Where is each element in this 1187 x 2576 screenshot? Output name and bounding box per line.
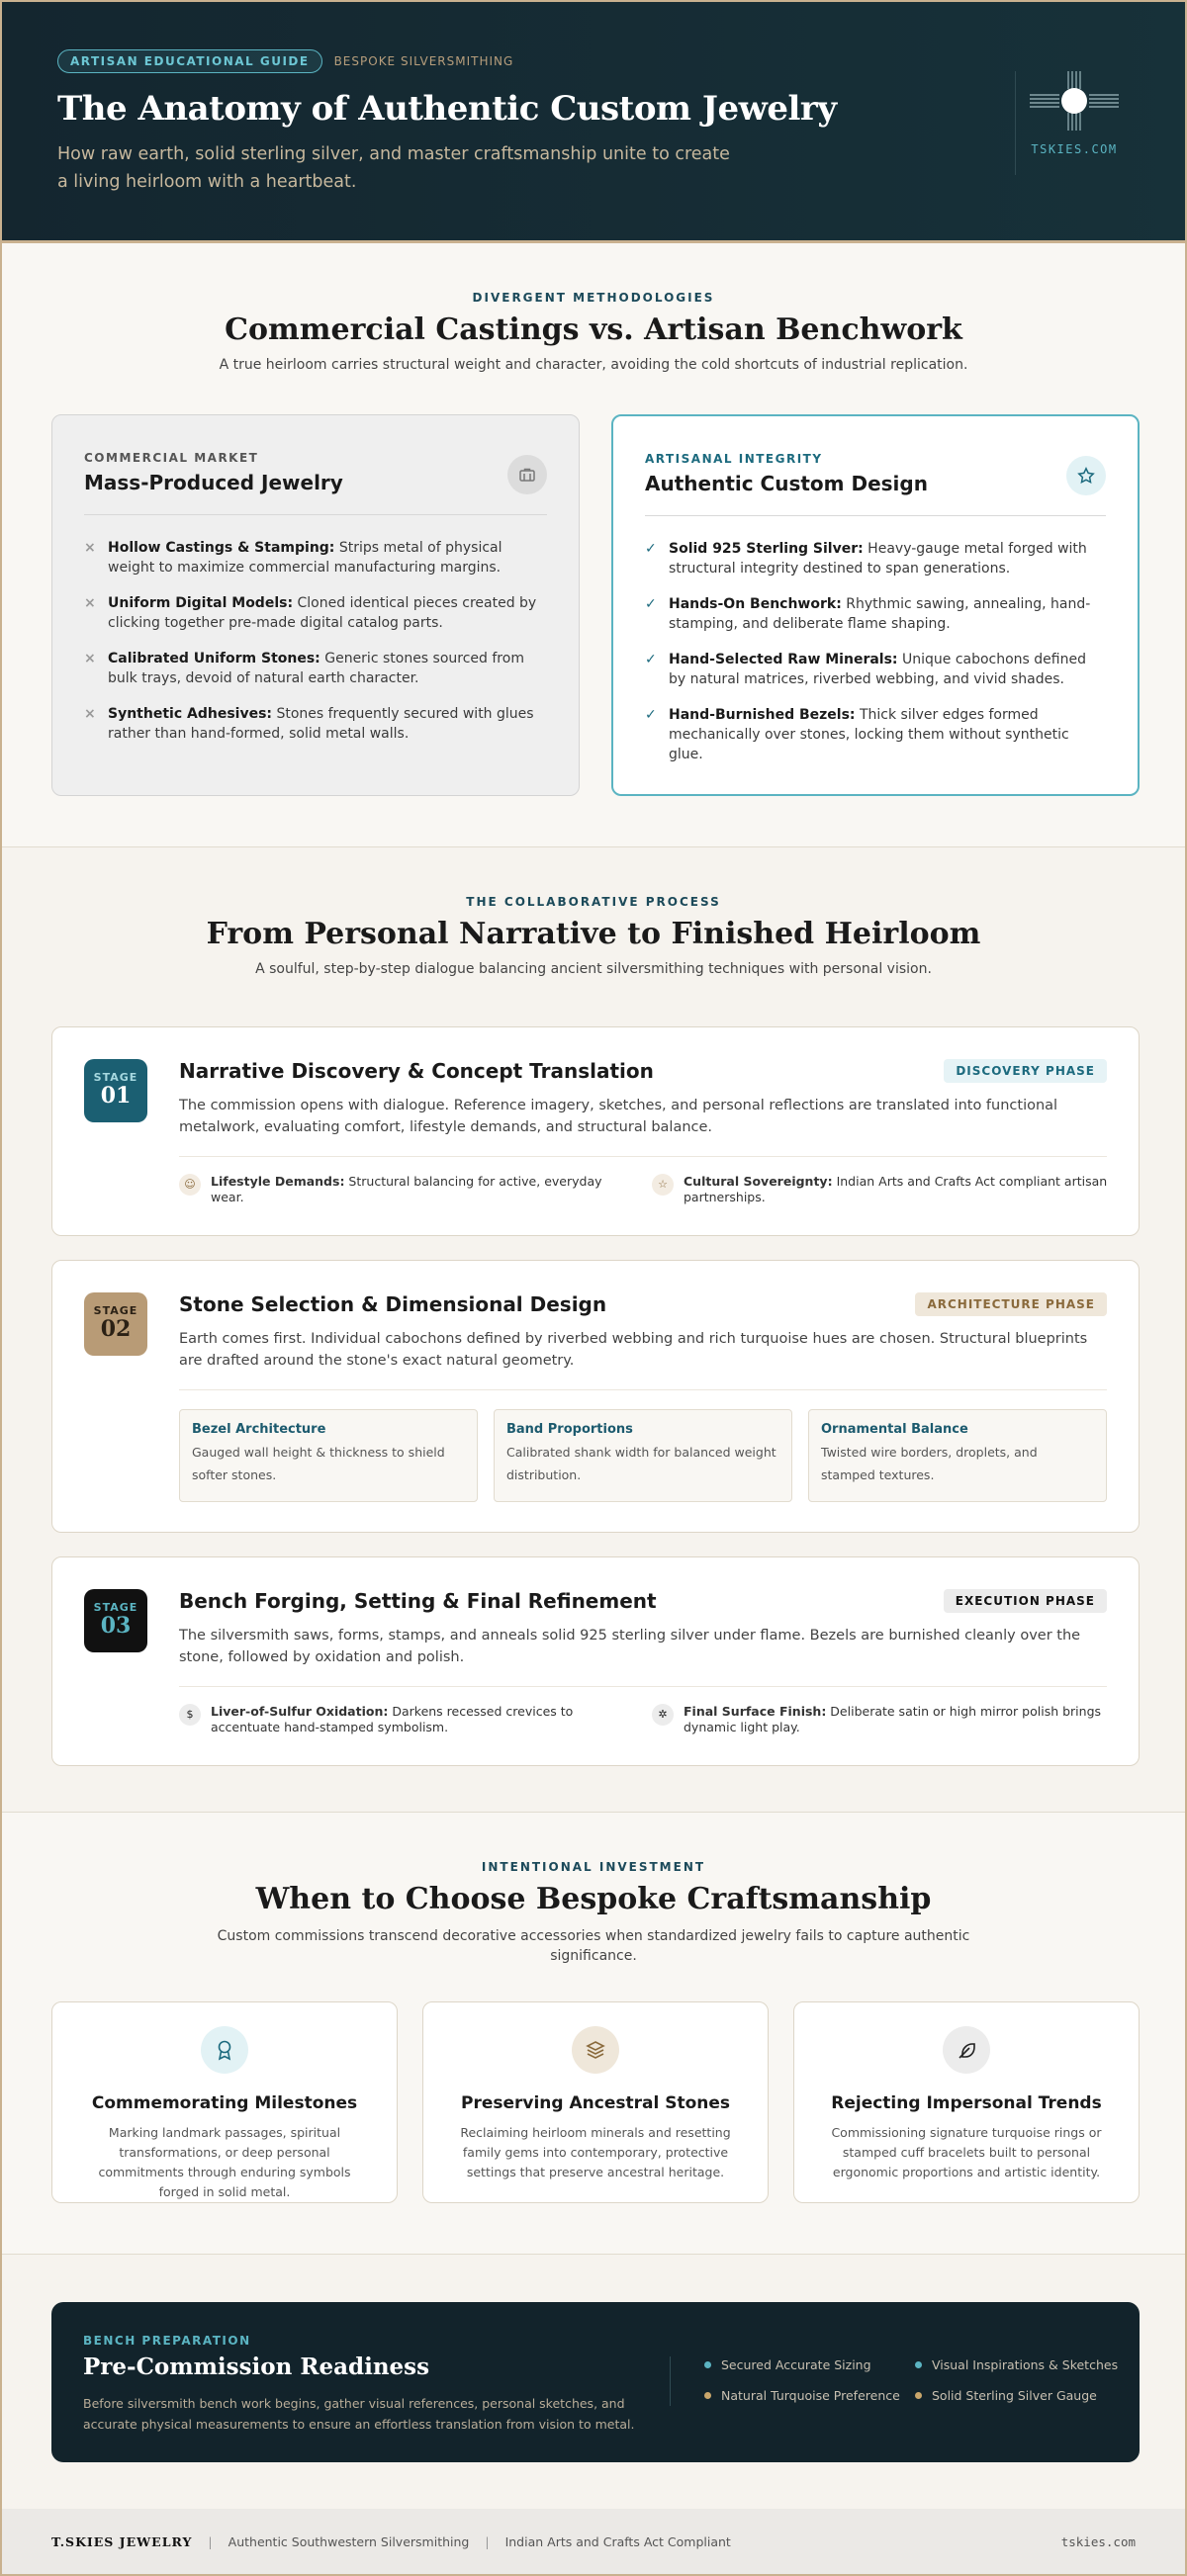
stage-label: STAGE bbox=[93, 1071, 138, 1084]
occasion-title: Preserving Ancestral Stones bbox=[460, 2093, 731, 2113]
x-mark-icon: × bbox=[84, 540, 96, 556]
item-text: Thick silver edges formed mechanically over stones, locking them without synthetic glue. bbox=[669, 707, 1069, 762]
stage-divider bbox=[179, 1686, 1107, 1687]
investment-section bbox=[2, 1813, 1185, 2255]
feature-label: Lifestyle Demands: bbox=[211, 1174, 345, 1189]
investment-subtitle: Custom commissions transcend decorative accessories when standardized jewelry fails to capture authentic significance. bbox=[217, 1928, 970, 1964]
process-section bbox=[2, 847, 1185, 1813]
spec-text: Twisted wire borders, droplets, and stamped textures. bbox=[821, 1445, 1038, 1482]
investment-eyebrow: INTENTIONAL INVESTMENT bbox=[481, 1860, 706, 1874]
stage-label: STAGE bbox=[93, 1304, 138, 1317]
dollar-icon: $ bbox=[179, 1704, 201, 1726]
readiness-section bbox=[2, 2255, 1185, 2511]
item-text: Strips metal of physical weight to maximize commercial manufacturing margins. bbox=[108, 540, 502, 576]
item-text: Heavy-gauge metal forged with structural integrity destined to span generations. bbox=[669, 541, 1087, 577]
compare-subtitle: A true heirloom carries structural weight and character, avoiding the cold shortcuts of industrial replication. bbox=[219, 357, 968, 373]
spec-title: Ornamental Balance bbox=[821, 1422, 968, 1437]
commercial-title: Mass-Produced Jewelry bbox=[84, 471, 343, 494]
occasion-text: Reclaiming heirloom minerals and resetting family gems into contemporary, protective settings that preserve ancestral heritage. bbox=[460, 2125, 731, 2179]
footer-item: Indian Arts and Crafts Act Compliant bbox=[504, 2533, 731, 2549]
artisan-list bbox=[645, 539, 1106, 780]
list-item bbox=[645, 650, 1106, 689]
item-label: Hand-Burnished Bezels: bbox=[669, 707, 856, 723]
stage-card-02 bbox=[51, 1260, 1140, 1533]
hero-tags bbox=[57, 49, 868, 73]
item-label: Calibrated Uniform Stones: bbox=[108, 651, 320, 666]
footer bbox=[2, 2509, 1185, 2574]
occasion-card-ancestral bbox=[422, 2001, 769, 2203]
hero-tag: BESPOKE SILVERSMITHING bbox=[333, 54, 514, 68]
readiness-title: Pre-Commission Readiness bbox=[83, 2354, 430, 2380]
spec-title: Bezel Architecture bbox=[192, 1422, 326, 1437]
artisan-kicker: ARTISANAL INTEGRITY bbox=[645, 452, 823, 466]
item-text: Cloned identical pieces created by clicking together pre-made digital catalog parts. bbox=[108, 595, 537, 631]
checklist-item bbox=[915, 2357, 1118, 2372]
item-text: Unique cabochons defined by natural matrices, riverbed webbing, and vivid shades. bbox=[669, 652, 1086, 687]
commercial-list bbox=[84, 538, 547, 759]
footer-item: Authentic Southwestern Silversmithing bbox=[228, 2533, 470, 2549]
item-label: Solid 925 Sterling Silver: bbox=[669, 541, 864, 557]
stage-number: 02 bbox=[100, 1316, 132, 1342]
smile-icon: ☺ bbox=[179, 1174, 201, 1196]
stage-description: The silversmith saws, forms, stamps, and anneals solid 925 sterling silver under flame. Bezels are burnished cleanly over the stone, followed by oxidation and polish. bbox=[179, 1628, 1081, 1665]
sparkle-icon: ✲ bbox=[652, 1704, 674, 1726]
guide-pill: ARTISAN EDUCATIONAL GUIDE bbox=[57, 49, 322, 73]
stage-badge bbox=[84, 1059, 147, 1122]
list-item bbox=[645, 594, 1106, 634]
feather-icon bbox=[943, 2026, 990, 2074]
page-title: The Anatomy of Authentic Custom Jewelry bbox=[57, 89, 837, 129]
x-mark-icon: × bbox=[84, 595, 96, 611]
stage-card-01 bbox=[51, 1026, 1140, 1236]
investment-title: When to Choose Bespoke Craftsmanship bbox=[255, 1882, 932, 1916]
stage-description: Earth comes first. Individual cabochons defined by riverbed webbing and rich turquoise hues are chosen. Structural blueprints are drafted around the stone's exact natural geometry. bbox=[179, 1331, 1088, 1369]
feature-cultural bbox=[652, 1174, 1109, 1205]
list-item bbox=[645, 705, 1106, 764]
stage-badge bbox=[84, 1589, 147, 1652]
checklist-label: Visual Inspirations & Sketches bbox=[932, 2357, 1119, 2372]
stage-label: STAGE bbox=[93, 1601, 138, 1614]
item-text: Rhythmic sawing, annealing, hand-stamping, and deliberate flame shaping. bbox=[669, 596, 1091, 632]
stage-divider bbox=[179, 1389, 1107, 1390]
compare-title: Commercial Castings vs. Artisan Benchwork bbox=[225, 312, 962, 347]
x-mark-icon: × bbox=[84, 706, 96, 722]
feature-label: Cultural Sovereignty: bbox=[684, 1174, 833, 1189]
occasion-card-trends bbox=[793, 2001, 1140, 2203]
feature-lifestyle bbox=[179, 1174, 634, 1205]
spec-bezel-architecture bbox=[179, 1409, 478, 1502]
item-text: Stones frequently secured with glues rather than hand-formed, solid metal walls. bbox=[108, 706, 534, 742]
list-item bbox=[84, 538, 547, 577]
list-item bbox=[84, 649, 547, 688]
stage-title: Narrative Discovery & Concept Translation bbox=[179, 1059, 654, 1083]
star-icon bbox=[1066, 456, 1106, 495]
x-mark-icon: × bbox=[84, 651, 96, 666]
spec-text: Gauged wall height & thickness to shield softer stones. bbox=[192, 1445, 445, 1482]
stage-title: Bench Forging, Setting & Final Refinement bbox=[179, 1589, 657, 1613]
checklist-label: Natural Turquoise Preference bbox=[721, 2388, 900, 2403]
process-eyebrow: THE COLLABORATIVE PROCESS bbox=[466, 895, 721, 909]
feature-label: Final Surface Finish: bbox=[684, 1704, 827, 1719]
artisan-title: Authentic Custom Design bbox=[645, 472, 928, 495]
feature-label: Liver-of-Sulfur Oxidation: bbox=[211, 1704, 389, 1719]
item-label: Uniform Digital Models: bbox=[108, 595, 294, 611]
check-mark-icon: ✓ bbox=[645, 541, 657, 557]
spec-band-proportions bbox=[494, 1409, 792, 1502]
process-title: From Personal Narrative to Finished Heirloom bbox=[206, 917, 981, 951]
bullet-dot-icon bbox=[704, 2361, 711, 2368]
list-item bbox=[645, 539, 1106, 578]
bullet-dot-icon bbox=[915, 2392, 922, 2399]
list-item bbox=[84, 593, 547, 633]
checklist-item bbox=[704, 2388, 900, 2403]
phase-badge: DISCOVERY PHASE bbox=[944, 1059, 1107, 1083]
spec-ornamental-balance bbox=[808, 1409, 1107, 1502]
bullet-dot-icon bbox=[915, 2361, 922, 2368]
check-mark-icon: ✓ bbox=[645, 596, 657, 612]
stage-card-03 bbox=[51, 1556, 1140, 1766]
stage-description: The commission opens with dialogue. Reference imagery, sketches, and personal reflections are translated into functional metalwork, evaluating comfort, lifestyle demands, and structural balance. bbox=[179, 1098, 1058, 1135]
briefcase-icon bbox=[507, 455, 547, 494]
occasion-title: Commemorating Milestones bbox=[91, 2093, 358, 2113]
stage-badge bbox=[84, 1292, 147, 1356]
phase-badge: ARCHITECTURE PHASE bbox=[915, 1292, 1107, 1316]
zia-sun-logo-icon bbox=[1030, 71, 1119, 131]
occasion-title: Rejecting Impersonal Trends bbox=[831, 2093, 1102, 2113]
layers-icon bbox=[572, 2026, 619, 2074]
footer-brand: T.SKIES JEWELRY bbox=[51, 2533, 193, 2549]
stage-title: Stone Selection & Dimensional Design bbox=[179, 1292, 607, 1316]
stage-number: 03 bbox=[100, 1613, 132, 1639]
occasion-text: Marking landmark passages, spiritual transformations, or deep personal commitments through enduring symbols forged in solid metal. bbox=[98, 2125, 351, 2199]
footer-site-link[interactable]: tskies.com bbox=[1060, 2533, 1136, 2549]
check-mark-icon: ✓ bbox=[645, 652, 657, 667]
footer-separator: | bbox=[208, 2533, 213, 2549]
footer-separator: | bbox=[485, 2533, 490, 2549]
occasion-text: Commissioning signature turquoise rings or stamped cuff bracelets built to personal ergonomic proportions and artistic identity. bbox=[831, 2125, 1102, 2179]
feature-finish bbox=[652, 1704, 1109, 1735]
readiness-panel bbox=[51, 2302, 1140, 2462]
feature-text: Structural balancing for active, everyday wear. bbox=[211, 1174, 602, 1204]
stage-number: 01 bbox=[100, 1083, 132, 1109]
readiness-divider bbox=[670, 2356, 671, 2406]
phase-badge: EXECUTION PHASE bbox=[944, 1589, 1107, 1613]
checklist-label: Solid Sterling Silver Gauge bbox=[932, 2388, 1097, 2403]
bullet-dot-icon bbox=[704, 2392, 711, 2399]
readiness-description: Before silversmith bench work begins, gather visual references, personal sketches, and accurate physical measurements to ensure an effortless translation from vision to metal. bbox=[83, 2396, 635, 2432]
item-label: Hands-On Benchwork: bbox=[669, 596, 842, 612]
hero-content bbox=[57, 49, 868, 196]
hero-brand bbox=[1015, 71, 1134, 156]
commercial-kicker: COMMERCIAL MARKET bbox=[84, 451, 259, 465]
readiness-kicker: BENCH PREPARATION bbox=[83, 2334, 251, 2348]
process-subtitle: A soulful, step-by-step dialogue balancing ancient silversmithing techniques with personal vision. bbox=[255, 961, 932, 977]
item-label: Hollow Castings & Stamping: bbox=[108, 540, 335, 556]
card-divider bbox=[645, 515, 1106, 516]
hero-site[interactable]: TSKIES.COM bbox=[1031, 142, 1118, 156]
list-item bbox=[84, 704, 547, 744]
hero-header bbox=[2, 2, 1185, 243]
compare-eyebrow: DIVERGENT METHODOLOGIES bbox=[472, 291, 715, 305]
checklist-label: Secured Accurate Sizing bbox=[721, 2357, 871, 2372]
spec-title: Band Proportions bbox=[506, 1422, 633, 1437]
spec-text: Calibrated shank width for balanced weight distribution. bbox=[506, 1445, 776, 1482]
item-label: Synthetic Adhesives: bbox=[108, 706, 272, 722]
feature-text: Darkens recessed crevices to accentuate hand-stamped symbolism. bbox=[211, 1704, 574, 1734]
stage-divider bbox=[179, 1156, 1107, 1157]
hero-description: How raw earth, solid sterling silver, and master craftsmanship unite to create a living heirloom with a heartbeat. bbox=[57, 144, 730, 192]
item-text: Generic stones sourced from bulk trays, devoid of natural earth character. bbox=[108, 651, 524, 686]
checklist-item bbox=[704, 2357, 871, 2372]
commercial-card bbox=[51, 414, 580, 796]
item-label: Hand-Selected Raw Minerals: bbox=[669, 652, 898, 667]
compare-section bbox=[2, 243, 1185, 847]
occasion-card-milestones bbox=[51, 2001, 398, 2203]
checklist-item bbox=[915, 2388, 1097, 2403]
feature-text: Indian Arts and Crafts Act compliant artisan partnerships. bbox=[684, 1174, 1108, 1204]
star-outline-icon: ☆ bbox=[652, 1174, 674, 1196]
feature-oxidation bbox=[179, 1704, 634, 1735]
feature-text: Deliberate satin or high mirror polish brings dynamic light play. bbox=[684, 1704, 1102, 1734]
card-divider bbox=[84, 514, 547, 515]
check-mark-icon: ✓ bbox=[645, 707, 657, 723]
award-ribbon-icon bbox=[201, 2026, 248, 2074]
artisan-card bbox=[611, 414, 1140, 796]
